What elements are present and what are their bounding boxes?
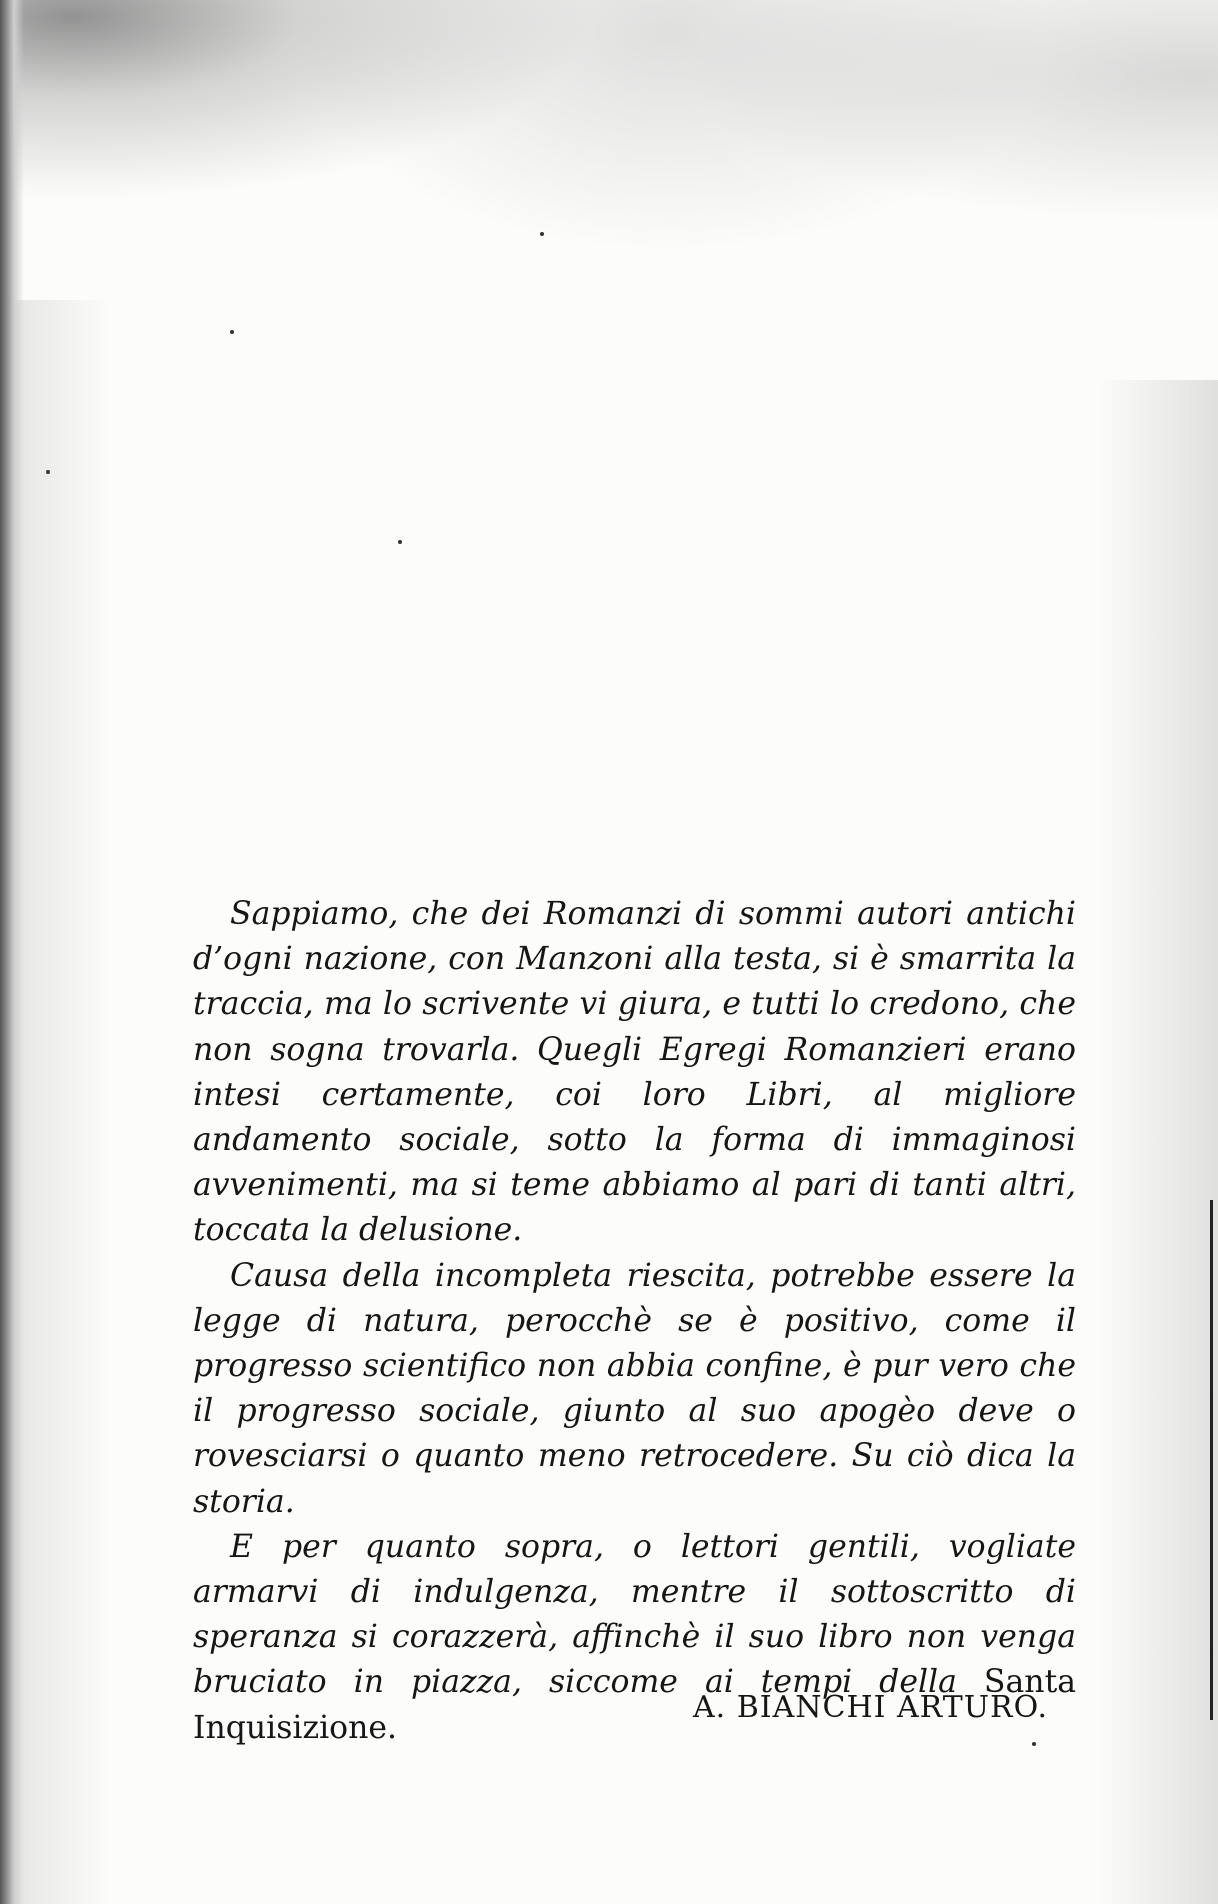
- binding-edge: [0, 0, 24, 1904]
- paragraph-2: Causa della incompleta riescita, potrebbe essere la legge di natura, perocchè se è positivo, come il progresso scientifico non abbia confine, è pur vero che il progresso sociale, giunto al suo apogèo deve o rovesciarsi o quanto meno retrocedere. Su ciò dica la storia.: [193, 1257, 1076, 1520]
- author-signature: A. BIANCHI ARTURO.: [692, 1690, 1048, 1725]
- preface-text: [193, 892, 1076, 1751]
- page-stain-right: [1098, 380, 1218, 1904]
- speck: [46, 470, 50, 474]
- speck: [540, 232, 544, 236]
- speck: [398, 540, 402, 544]
- page-stain-top: [0, 0, 1218, 420]
- paragraph-3-upright: Santa Inquisizione.: [193, 1664, 1077, 1746]
- speck: [230, 330, 234, 334]
- paragraph-3-italic: E per quanto sopra, o lettori gentili, vogliate armarvi di indulgenza, mentre il sottoscritto di speranza si corazzerà, affinchè il suo libro non venga bruciato in piazza, siccome ai tempi della: [193, 1528, 1076, 1701]
- margin-rule: [1210, 1200, 1213, 1720]
- paragraph-1: Sappiamo, che dei Romanzi di sommi autori antichi d’ogni nazione, con Manzoni alla testa, si è smarrita la traccia, ma lo scrivente vi giura, e tutti lo credono, che non sogna trovarla. Quegli Egregi Romanzieri erano intesi certamente, coi loro Libri, al migliore andamento sociale, sotto la forma di immaginosi avvenimenti, ma si teme abbiamo al pari di tanti altri, toccata la delusione.: [193, 896, 1076, 1249]
